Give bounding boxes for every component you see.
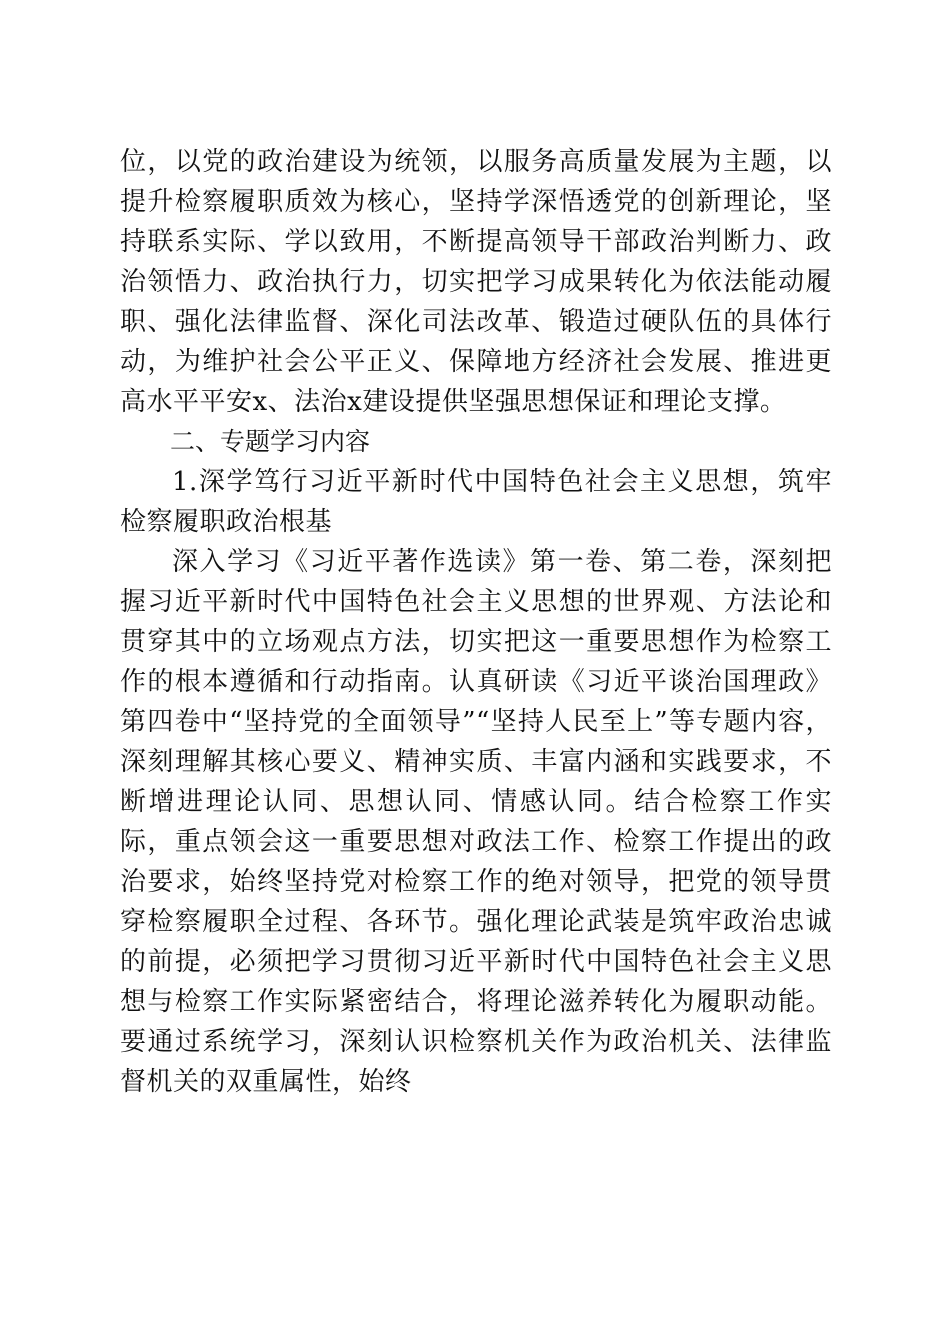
document-page	[120, 142, 832, 1102]
subsection-heading: 1.深学笃行习近平新时代中国特色社会主义思想，筑牢检察履职政治根基	[120, 467, 832, 537]
intro-paragraph: 位，以党的政治建设为统领，以服务高质量发展为主题，以提升检察履职质效为核心，坚持学深悟透党的创新理论，坚持联系实际、学以致用，不断提高领导干部政治判断力、政治领悟力、政治执行力，切实把学习成果转化为依法能动履职、强化法律监督、深化司法改革、锻造过硬队伍的具体行动，为维护社会公平正义、保障地方经济社会发展、推进更高水平平安x、法治x建设提供坚强思想保证和理论支撑。	[120, 147, 832, 417]
body-paragraph: 深入学习《习近平著作选读》第一卷、第二卷，深刻把握习近平新时代中国特色社会主义思想的世界观、方法论和贯穿其中的立场观点方法，切实把这一重要思想作为检察工作的根本遵循和行动指南。认真研读《习近平谈治国理政》第四卷中“坚持党的全面领导”“坚持人民至上”等专题内容，深刻理解其核心要义、精神实质、丰富内涵和实践要求，不断增进理论认同、思想认同、情感认同。结合检察工作实际，重点领会这一重要思想对政法工作、检察工作提出的政治要求，始终坚持党对检察工作的绝对领导，把党的领导贯穿检察履职全过程、各环节。强化理论武装是筑牢政治忠诚的前提，必须把学习贯彻习近平新时代中国特色社会主义思想与检察工作实际紧密结合，将理论滋养转化为履职动能。要通过系统学习，深刻认识检察机关作为政治机关、法律监督机关的双重属性，始终	[120, 547, 832, 1097]
section-heading: 二、专题学习内容	[170, 427, 371, 456]
